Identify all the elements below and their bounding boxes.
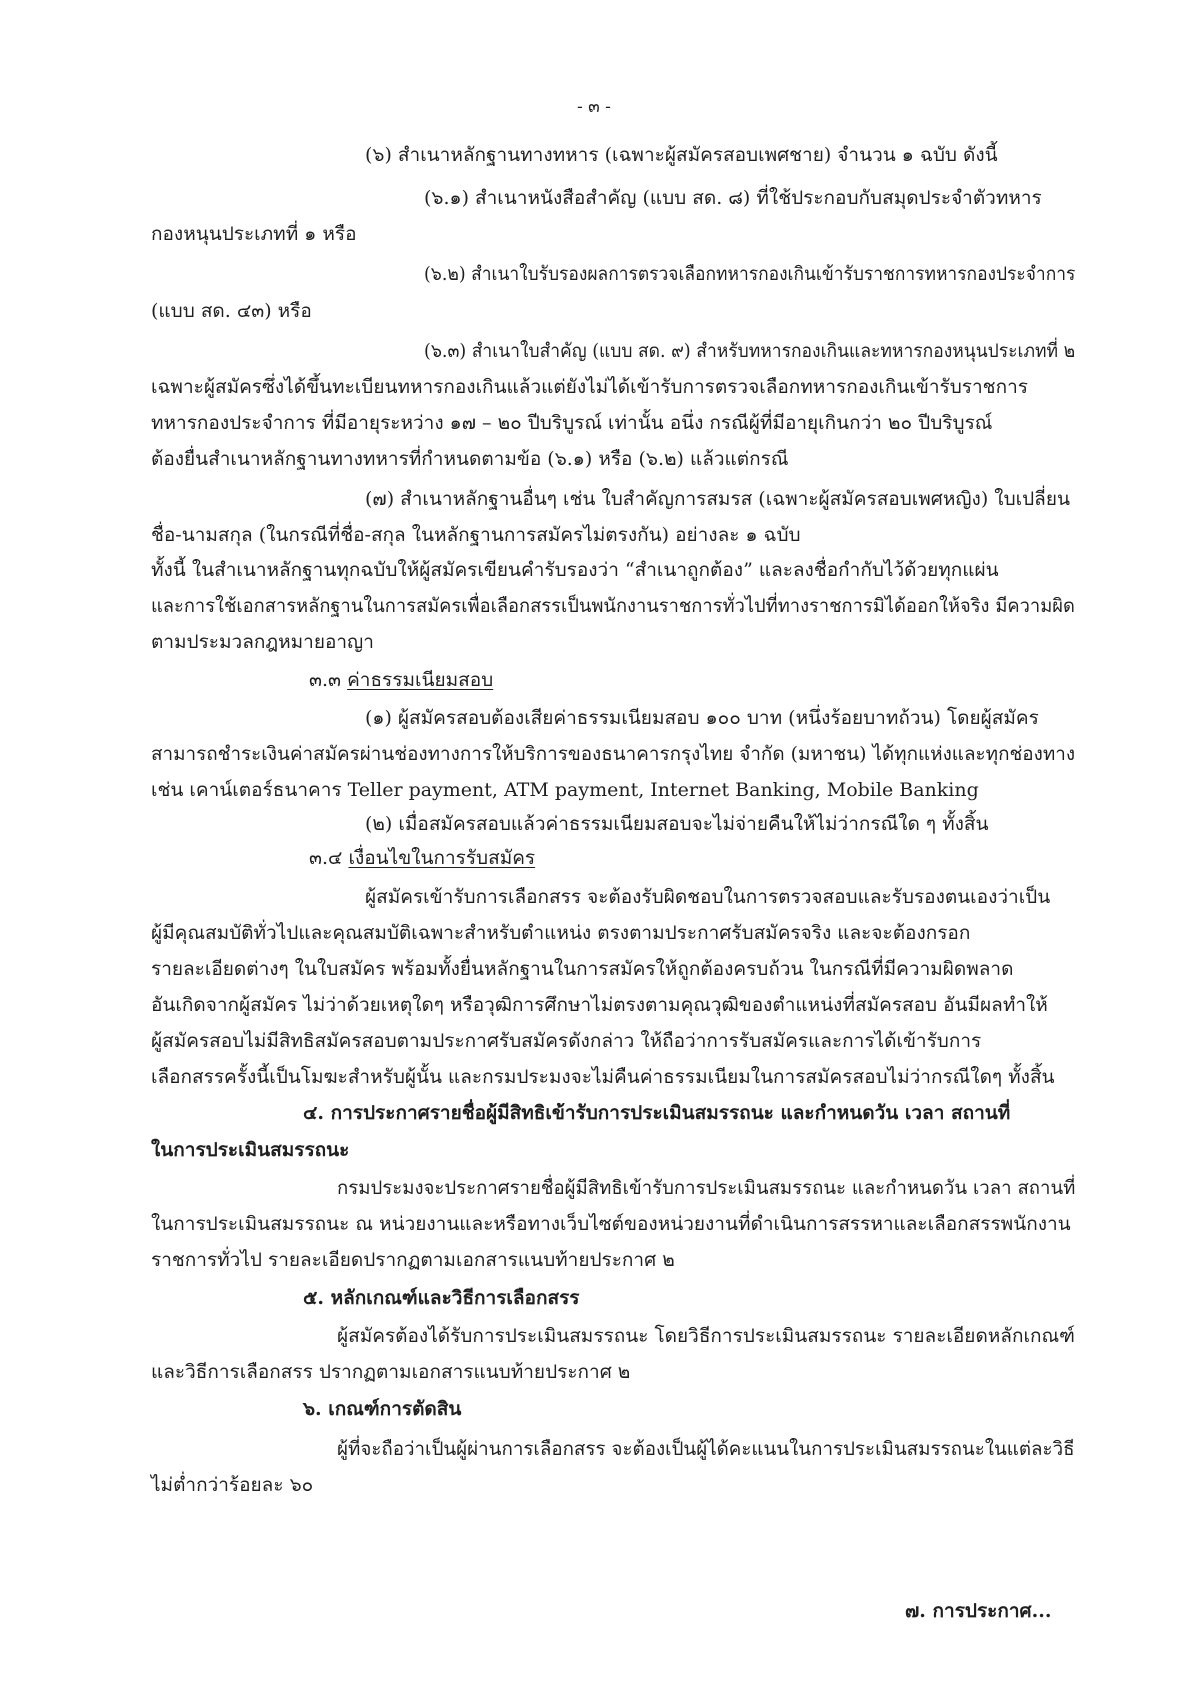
section-5-heading: ๕. หลักเกณฑ์และวิธีการเลือกสรร <box>303 1287 580 1309</box>
page-number: - ๓ - <box>577 97 611 117</box>
section-5-para-1: ผู้สมัครต้องได้รับการประเมินสมรรถนะ โดยวิธีการประเมินสมรรถนะ รายละเอียดหลักเกณฑ์ <box>337 1325 1075 1347</box>
section-6-para-1: ผู้ที่จะถือว่าเป็นผู้ผ่านการเลือกสรร จะต้องเป็นผู้ได้คะแนนในการประเมินสมรรถนะในแต่ละวิธี <box>337 1438 1075 1460</box>
item-6-3-cont-2: ทหารกองประจำการ ที่มีอายุระหว่าง ๑๗ – ๒๐ ปีบริบูรณ์ เท่านั้น อนึ่ง กรณีผู้ที่มีอายุเกินกว่า ๒๐ ปีบริบูรณ์ <box>151 412 993 434</box>
item-7-other-documents: (๗) สำเนาหลักฐานอื่นๆ เช่น ใบสำคัญการสมรส (เฉพาะผู้สมัครสอบเพศหญิง) ใบเปลี่ยน <box>365 488 1070 510</box>
item-6-3-cont-3: ต้องยื่นสำเนาหลักฐานทางทหารที่กำหนดตามข้อ (๖.๑) หรือ (๖.๒) แล้วแต่กรณี <box>151 448 789 470</box>
fee-item-1-cont-1: สามารถชำระเงินค่าสมัครผ่านช่องทางการให้บริการของธนาคารกรุงไทย จำกัด (มหาชน) ได้ทุกแห่งและทุกช่องทาง <box>151 743 1076 765</box>
section-3-3-number: ๓.๓ <box>309 669 342 691</box>
certification-note-1: ทั้งนี้ ในสำเนาหลักฐานทุกฉบับให้ผู้สมัครเขียนคำรับรองว่า “สำเนาถูกต้อง” และลงชื่อกำกับไว้ด้วยทุกแผ่น <box>151 559 999 581</box>
section-6-para-2: ไม่ต่ำกว่าร้อยละ ๖๐ <box>151 1474 314 1496</box>
item-6-2-cont: (แบบ สด. ๔๓) หรือ <box>151 300 312 322</box>
conditions-para-1: ผู้สมัครเข้ารับการเลือกสรร จะต้องรับผิดชอบในการตรวจสอบและรับรองตนเองว่าเป็น <box>365 886 1051 908</box>
conditions-para-5: ผู้สมัครสอบไม่มีสิทธิสมัครสอบตามประกาศรับสมัครดังกล่าว ให้ถือว่าการรับสมัครและการได้เข้ารับการ <box>151 1030 982 1052</box>
section-3-3-title: ค่าธรรมเนียมสอบ <box>347 669 494 691</box>
certification-note-3: ตามประมวลกฎหมายอาญา <box>151 631 374 653</box>
section-3-3-heading <box>309 667 493 693</box>
section-4-heading: ๔. การประกาศรายชื่อผู้มีสิทธิเข้ารับการประเมินสมรรถนะ และกำหนดวัน เวลา สถานที่ <box>303 1102 1011 1124</box>
item-6-1: (๖.๑) สำเนาหนังสือสำคัญ (แบบ สด. ๘) ที่ใช้ประกอบกับสมุดประจำตัวทหาร <box>424 187 1042 209</box>
section-4-heading-cont: ในการประเมินสมรรถนะ <box>151 1139 350 1161</box>
fee-item-1-cont-2: เช่น เคาน์เตอร์ธนาคาร Teller payment, ATM payment, Internet Banking, Mobile Banking <box>151 779 979 801</box>
certification-note-2: และการใช้เอกสารหลักฐานในการสมัครเพื่อเลือกสรรเป็นพนักงานราชการทั่วไปที่ทางราชการมิได้ออกให้จริง มีความผิด <box>151 595 1075 617</box>
section-4-para-1: กรมประมงจะประกาศรายชื่อผู้มีสิทธิเข้ารับการประเมินสมรรถนะ และกำหนดวัน เวลา สถานที่ <box>337 1177 1076 1199</box>
conditions-para-4: อันเกิดจากผู้สมัคร ไม่ว่าด้วยเหตุใดๆ หรือวุฒิการศึกษาไม่ตรงตามคุณวุฒิของตำแหน่งที่สมัครสอบ อันมีผลทำให้ <box>151 994 1048 1016</box>
section-5-para-2: และวิธีการเลือกสรร ปรากฏตามเอกสารแนบท้ายประกาศ ๒ <box>151 1361 631 1383</box>
section-3-4-heading <box>309 845 535 871</box>
section-4-para-2: ในการประเมินสมรรถนะ ณ หน่วยงานและหรือทางเว็บไซต์ของหน่วยงานที่ดำเนินการสรรหาและเลือกสรรพนักงาน <box>151 1213 1071 1235</box>
conditions-para-3: รายละเอียดต่างๆ ในใบสมัคร พร้อมทั้งยื่นหลักฐานในการสมัครให้ถูกต้องครบถ้วน ในกรณีที่มีความผิดพลาด <box>151 958 1014 980</box>
conditions-para-6: เลือกสรรครั้งนี้เป็นโมฆะสำหรับผู้นั้น และกรมประมงจะไม่คืนค่าธรรมเนียมในการสมัครสอบไม่ว่ากรณีใดๆ ทั้งสิ้น <box>151 1066 1055 1088</box>
item-6-2: (๖.๒) สำเนาใบรับรองผลการตรวจเลือกทหารกองเกินเข้ารับราชการทหารกองประจำการ <box>424 263 1076 285</box>
item-6-1-cont: กองหนุนประเภทที่ ๑ หรือ <box>151 223 357 245</box>
item-6-3: (๖.๓) สำเนาใบสำคัญ (แบบ สด. ๙) สำหรับทหารกองเกินและทหารกองหนุนประเภทที่ ๒ <box>424 340 1076 362</box>
fee-item-2: (๒) เมื่อสมัครสอบแล้วค่าธรรมเนียมสอบจะไม่จ่ายคืนให้ไม่ว่ากรณีใด ๆ ทั้งสิ้น <box>365 813 989 835</box>
next-page-catchword: ๗. การประกาศ... <box>905 1600 1052 1622</box>
item-6-3-cont-1: เฉพาะผู้สมัครซึ่งได้ขึ้นทะเบียนทหารกองเกินแล้วแต่ยังไม่ได้เข้ารับการตรวจเลือกทหารกองเกินเข้ารับราชการ <box>151 376 1028 398</box>
item-6-military-documents: (๖) สำเนาหลักฐานทางทหาร (เฉพาะผู้สมัครสอบเพศชาย) จำนวน ๑ ฉบับ ดังนี้ <box>365 144 998 166</box>
section-3-4-title: เงื่อนไขในการรับสมัคร <box>348 847 536 869</box>
fee-item-1: (๑) ผู้สมัครสอบต้องเสียค่าธรรมเนียมสอบ ๑๐๐ บาท (หนึ่งร้อยบาทถ้วน) โดยผู้สมัคร <box>365 707 1039 729</box>
conditions-para-2: ผู้มีคุณสมบัติทั่วไปและคุณสมบัติเฉพาะสำหรับตำแหน่ง ตรงตามประกาศรับสมัครจริง และจะต้องกรอก <box>151 922 971 944</box>
section-3-4-number: ๓.๔ <box>309 847 343 869</box>
section-6-heading: ๖. เกณฑ์การตัดสิน <box>303 1398 462 1420</box>
section-4-para-3: ราชการทั่วไป รายละเอียดปรากฏตามเอกสารแนบท้ายประกาศ ๒ <box>151 1249 675 1271</box>
item-7-cont: ชื่อ-นามสกุล (ในกรณีที่ชื่อ-สกุล ในหลักฐานการสมัครไม่ตรงกัน) อย่างละ ๑ ฉบับ <box>151 524 801 546</box>
